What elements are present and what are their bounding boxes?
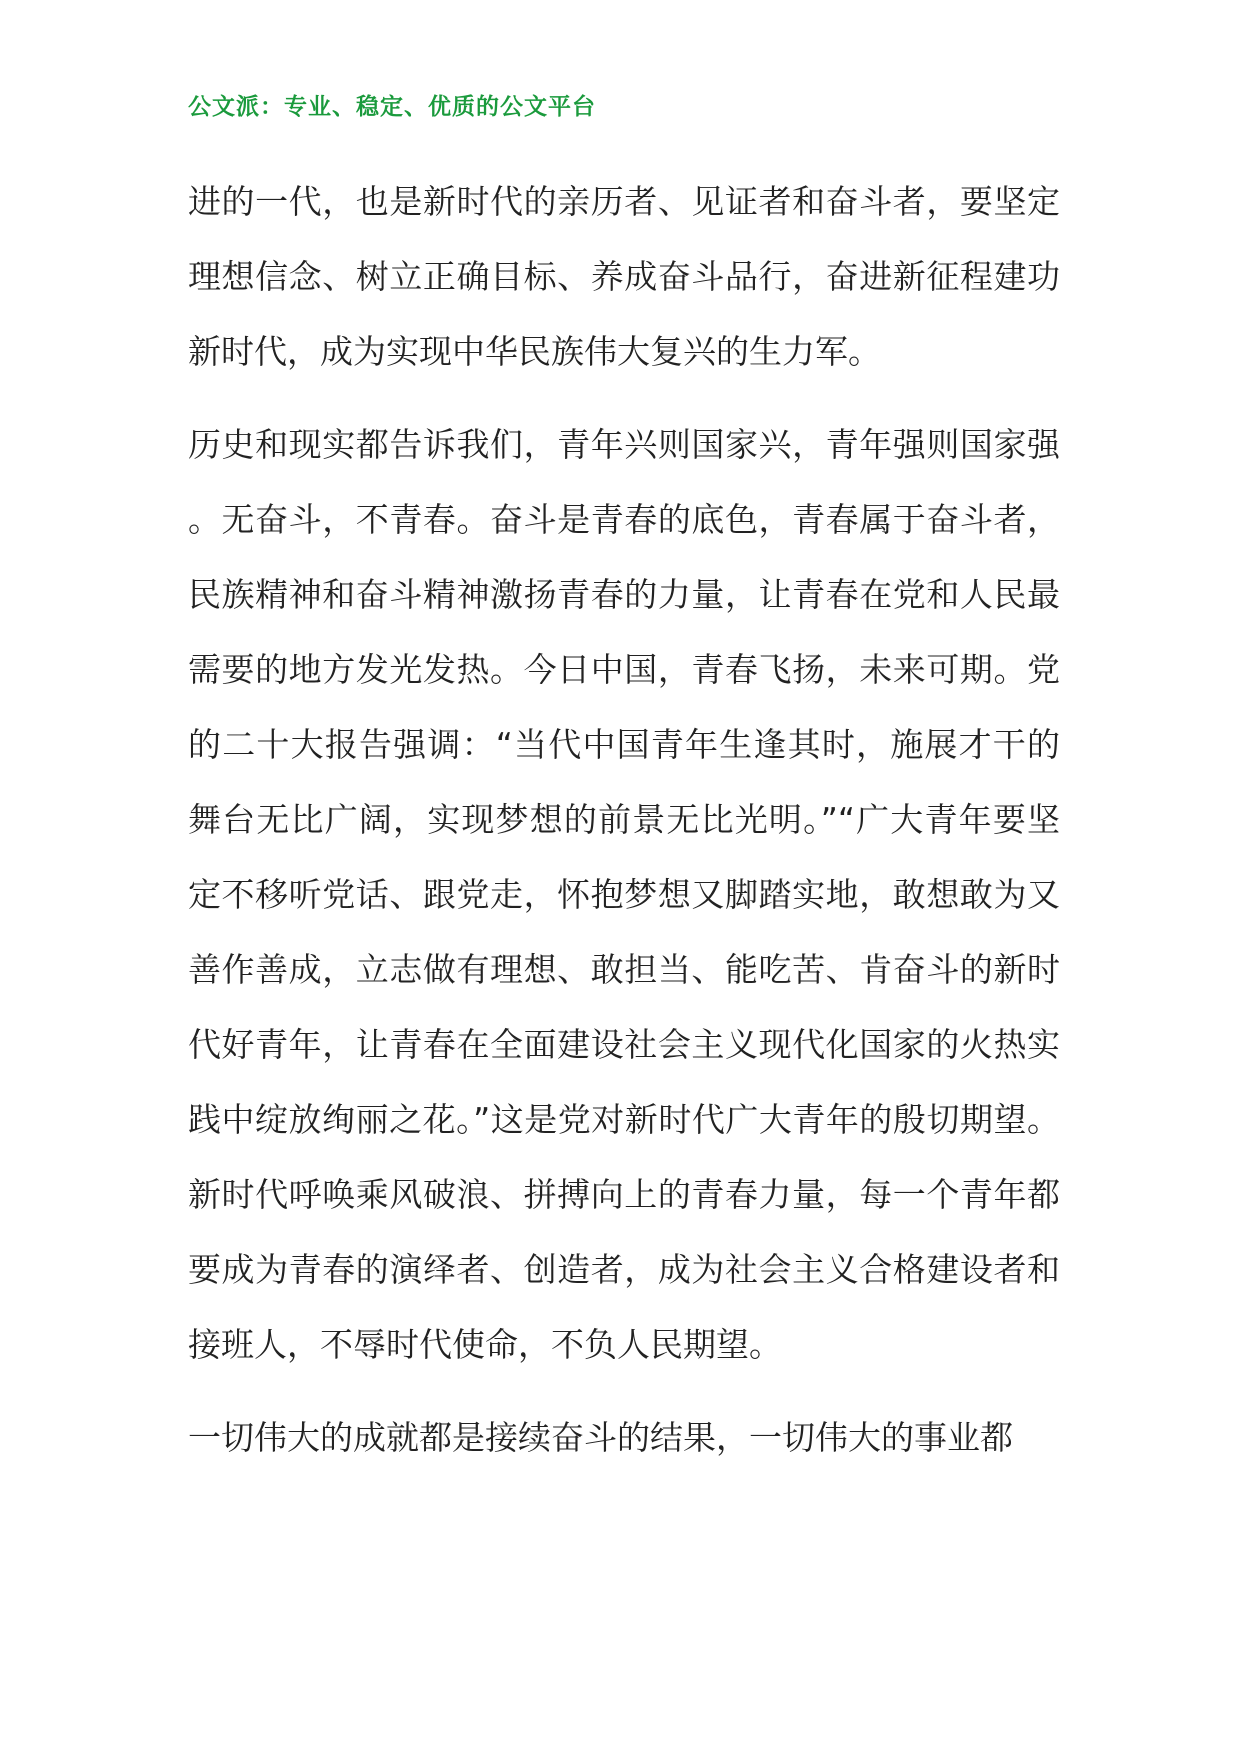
page-header-title: 公文派：专业、稳定、优质的公文平台: [188, 94, 596, 120]
document-body: [188, 164, 1060, 1493]
paragraph-3: 一切伟大的成就都是接续奋斗的结果，一切伟大的事业都: [188, 1418, 1013, 1457]
paragraph-1: 进的一代，也是新时代的亲历者、见证者和奋斗者，要坚定理想信念、树立正确目标、养成奋斗品行，奋进新征程建功新时代，成为实现中华民族伟大复兴的生力军。: [188, 182, 1060, 371]
paragraph-2: 历史和现实都告诉我们，青年兴则国家兴，青年强则国家强。无奋斗，不青春。奋斗是青春的底色，青春属于奋斗者，民族精神和奋斗精神激扬青春的力量，让青春在党和人民最需要的地方发光发热。今日中国，青春飞扬，未来可期。党的二十大报告强调：“当代中国青年生逢其时，施展才干的舞台无比广阔，实现梦想的前景无比光明。”“广大青年要坚定不移听党话、跟党走，怀抱梦想又脚踏实地，敢想敢为又善作善成，立志做有理想、敢担当、能吃苦、肯奋斗的新时代好青年，让青春在全面建设社会主义现代化国家的火热实践中绽放绚丽之花。”这是党对新时代广大青年的殷切期望。新时代呼唤乘风破浪、拼搏向上的青春力量，每一个青年都要成为青春的演绎者、创造者，成为社会主义合格建设者和接班人，不辱时代使命，不负人民期望。: [188, 425, 1060, 1364]
